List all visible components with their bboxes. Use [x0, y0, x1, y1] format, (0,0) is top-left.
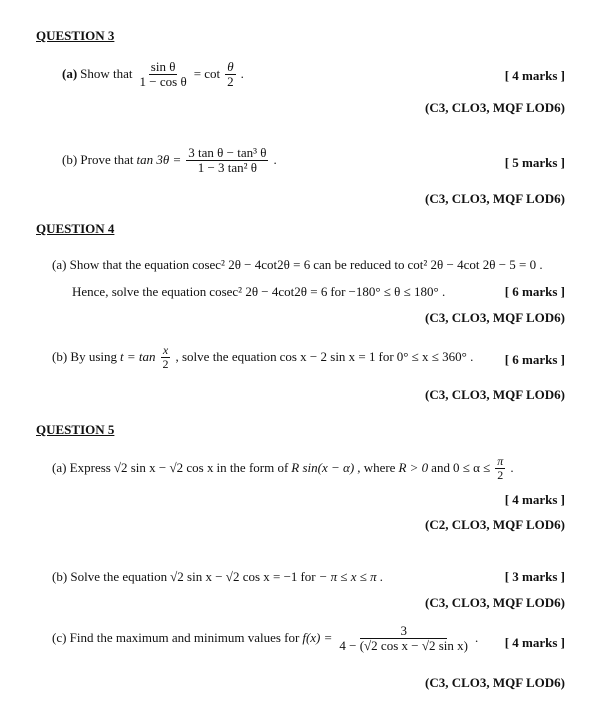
q4b-mid-text: , solve the equation [175, 349, 277, 365]
q5a-mid-text: in the form of [216, 460, 289, 476]
q4b-statement [52, 344, 473, 370]
q4b-substitution: t = tan [120, 349, 156, 365]
q5a-condition-r: R > 0 [398, 460, 429, 476]
punctuation: . [510, 460, 514, 476]
q4a-equation: cosec² 2θ − 4cot2θ = 6 [209, 284, 328, 299]
punctuation: . [273, 152, 277, 168]
q4b-code: (C3, CLO3, MQF LOD6) [425, 387, 565, 402]
q4a-for: for [330, 284, 346, 299]
q4a-reduced-equation: cot² 2θ − 4cot 2θ − 5 = 0 . [407, 257, 543, 272]
q4b-text: (b) By using [52, 349, 117, 365]
q4b-fraction [161, 344, 171, 370]
question-5-heading: QUESTION 5 [36, 422, 115, 437]
numerator: x [162, 343, 169, 357]
q4a-marks: [ 6 marks ] [504, 284, 565, 299]
q3b-text: (b) Prove that [62, 152, 134, 168]
q3a-rhs-fraction [225, 60, 236, 88]
q5a-statement [52, 455, 514, 481]
q5a-marks: [ 4 marks ] [504, 492, 565, 507]
q5c-marks: [ 4 marks ] [504, 635, 565, 650]
q5a-text: (a) Express [52, 460, 111, 476]
question-4-heading: QUESTION 4 [36, 221, 115, 236]
q5c-text: (c) Find the maximum and minimum values for [52, 630, 300, 646]
punctuation: . [240, 66, 244, 82]
q5a-fraction [495, 455, 505, 481]
q5a-code: (C2, CLO3, MQF LOD6) [425, 517, 565, 532]
q5b-statement [52, 569, 383, 585]
q4a-text: (a) Show that the equation [52, 257, 190, 272]
q5a-and: and [431, 460, 450, 476]
denominator: 1 − cos θ [139, 73, 187, 89]
q3a-equals: = cot [193, 66, 221, 82]
punctuation: . [474, 630, 479, 646]
q4a-code: (C3, CLO3, MQF LOD6) [425, 310, 565, 325]
q5b-range: − π ≤ x ≤ π . [318, 569, 384, 584]
q4b-equation: cos x − 2 sin x = 1 [279, 349, 376, 365]
denominator: 2 [162, 356, 169, 371]
q3a-marks: [ 4 marks ] [504, 68, 565, 83]
q3a-fraction [138, 60, 189, 88]
q4a-equation: cosec² 2θ − 4cot2θ = 6 [192, 257, 311, 272]
q5b-marks: [ 3 marks ] [504, 569, 565, 584]
q3b-lhs: tan 3θ = [136, 152, 182, 168]
q3a-label: (a) [62, 66, 78, 82]
q5c-fraction [337, 624, 470, 652]
q3b-code: (C3, CLO3, MQF LOD6) [425, 191, 565, 206]
question-3-heading: QUESTION 3 [36, 28, 115, 43]
numerator: θ [227, 59, 234, 74]
q4a-mid-text: can be reduced to [313, 257, 405, 272]
q3b-marks: [ 5 marks ] [504, 155, 565, 170]
q4a-line1 [52, 257, 543, 273]
q4a-hence-text: Hence, solve the equation [72, 284, 207, 299]
numerator: 3 tan θ − tan³ θ [188, 145, 267, 160]
q4b-for: for [378, 349, 394, 365]
q5a-condition-alpha: 0 ≤ α ≤ [452, 460, 491, 476]
q3b-fraction [186, 146, 268, 174]
q3a-statement [62, 60, 244, 88]
q4b-marks: [ 6 marks ] [504, 352, 565, 367]
denominator: 4 − (√2 cos x − √2 sin x) [339, 637, 468, 653]
q5c-function: f(x) = [302, 630, 333, 646]
q3a-code: (C3, CLO3, MQF LOD6) [425, 100, 565, 115]
q4b-range: 0° ≤ x ≤ 360° . [396, 349, 474, 365]
q5a-where: , where [357, 460, 396, 476]
q5c-statement [52, 624, 478, 652]
numerator: 3 [360, 624, 447, 639]
q5a-form: R sin(x − α) [291, 460, 355, 476]
q5b-equation: √2 sin x − √2 cos x = −1 [170, 569, 298, 584]
numerator: π [497, 454, 504, 468]
q5b-text: (b) Solve the equation [52, 569, 168, 584]
q5b-for: for [300, 569, 316, 584]
q4a-range: −180° ≤ θ ≤ 180° . [348, 284, 446, 299]
q4a-line2 [72, 284, 445, 300]
denominator: 2 [497, 467, 504, 482]
q5c-code: (C3, CLO3, MQF LOD6) [425, 675, 565, 690]
denominator: 1 − 3 tan² θ [197, 159, 258, 175]
q3a-text: Show that [80, 66, 133, 82]
numerator: sin θ [150, 59, 176, 74]
denominator: 2 [227, 73, 234, 89]
q5b-code: (C3, CLO3, MQF LOD6) [425, 595, 565, 610]
q5a-expression: √2 sin x − √2 cos x [113, 460, 214, 476]
q3b-statement [62, 146, 277, 174]
